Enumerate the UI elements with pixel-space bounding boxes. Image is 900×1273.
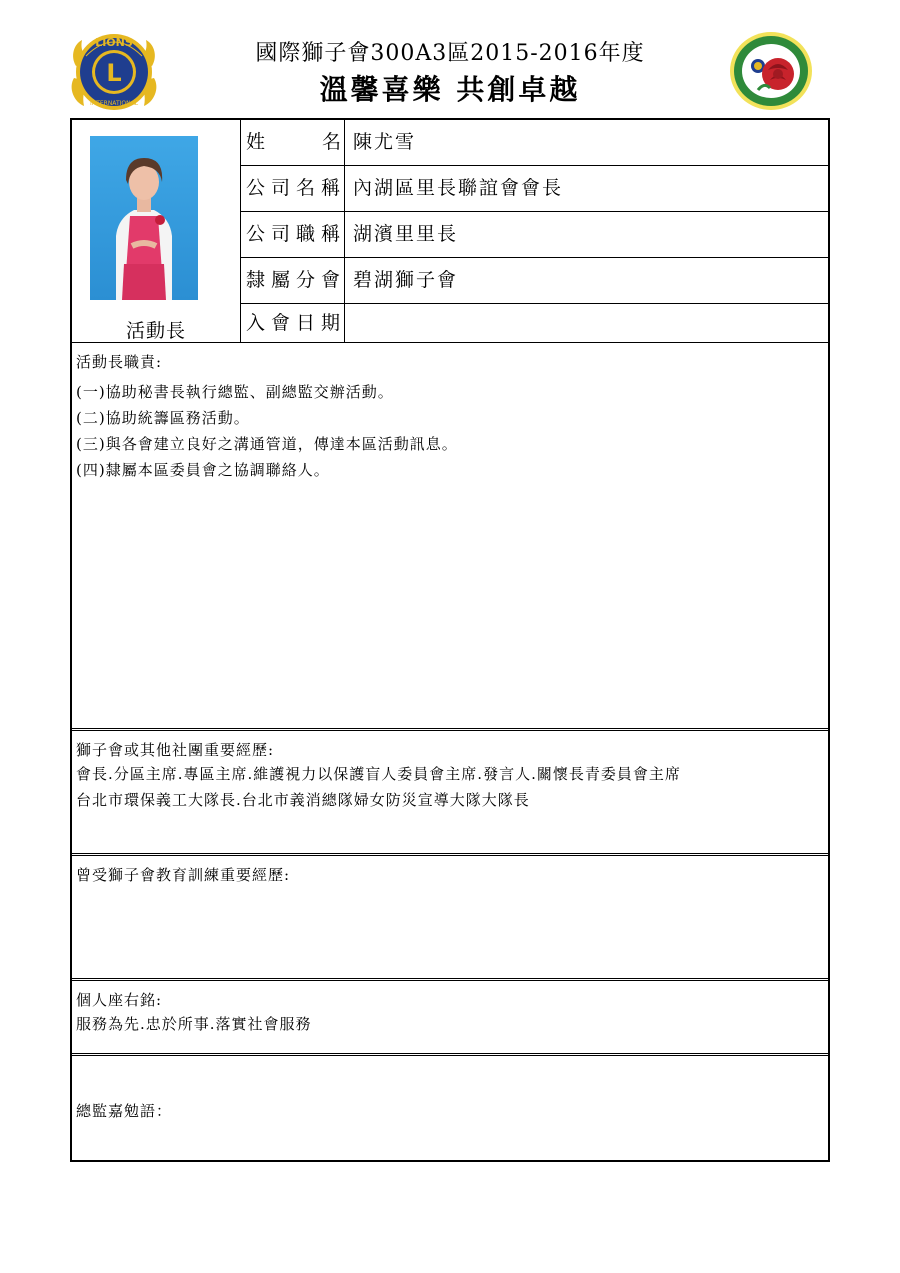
section-title: 總監嘉勉語：	[76, 1102, 173, 1120]
field-row-company	[241, 166, 828, 212]
svg-text:L: L	[106, 59, 122, 87]
experience-line: 台北市環保義工大隊長.台北市義消總隊婦女防災宣導大隊大隊長	[76, 791, 530, 809]
field-value: 內湖區里長聯誼會會長	[353, 177, 564, 199]
field-label: 公司名稱	[241, 166, 345, 211]
section-title: 曾受獅子會教育訓練重要經歷:	[76, 866, 291, 884]
experience-line: 會長.分區主席.專區主席.維護視力以保護盲人委員會主席.發言人.關懷長青委員會主席	[76, 765, 681, 783]
experience-section	[72, 728, 828, 853]
duty-line: (一)協助秘書長執行總監、副總監交辦活動。	[76, 383, 394, 401]
section-title: 獅子會或其他社團重要經歷:	[76, 741, 275, 759]
motto-section	[72, 978, 828, 1053]
photo-cell	[72, 120, 241, 342]
field-row-name	[241, 120, 828, 166]
duties-section	[72, 342, 828, 729]
section-title: 個人座右銘:	[76, 991, 163, 1009]
field-label: 公司職稱	[241, 212, 345, 257]
duty-line: (四)隸屬本區委員會之協調聯絡人。	[76, 461, 330, 479]
field-value: 碧湖獅子會	[353, 269, 459, 291]
duty-line: (二)協助統籌區務活動。	[76, 409, 250, 427]
training-section	[72, 853, 828, 978]
field-row-club	[241, 258, 828, 304]
svg-text:INTERNATIONAL: INTERNATIONAL	[89, 100, 139, 107]
field-value: 湖濱里里長	[353, 223, 459, 245]
field-label: 姓 名	[241, 120, 345, 165]
profile-form	[70, 118, 830, 1162]
page-header	[0, 0, 900, 118]
role-title: 活動長	[125, 320, 186, 342]
field-value: 陳尤雪	[353, 131, 417, 153]
motto-text: 服務為先.忠於所事.落實社會服務	[76, 1015, 312, 1033]
section-title: 活動長職責:	[76, 353, 163, 371]
governor-section	[72, 1053, 828, 1163]
field-row-join-date	[241, 304, 828, 342]
district-emblem-icon	[728, 30, 814, 112]
portrait-photo	[90, 136, 198, 300]
field-row-position	[241, 212, 828, 258]
field-label: 隸屬分會	[241, 258, 345, 303]
svg-text:LIONS: LIONS	[95, 36, 133, 49]
field-label: 入會日期	[241, 304, 345, 342]
title-line-2: 溫馨喜樂 共創卓越	[319, 73, 581, 106]
duty-line: (三)與各會建立良好之溝通管道，傳達本區活動訊息。	[76, 435, 458, 453]
title-line-1: 國際獅子會300A3區2015-2016年度	[255, 41, 645, 66]
